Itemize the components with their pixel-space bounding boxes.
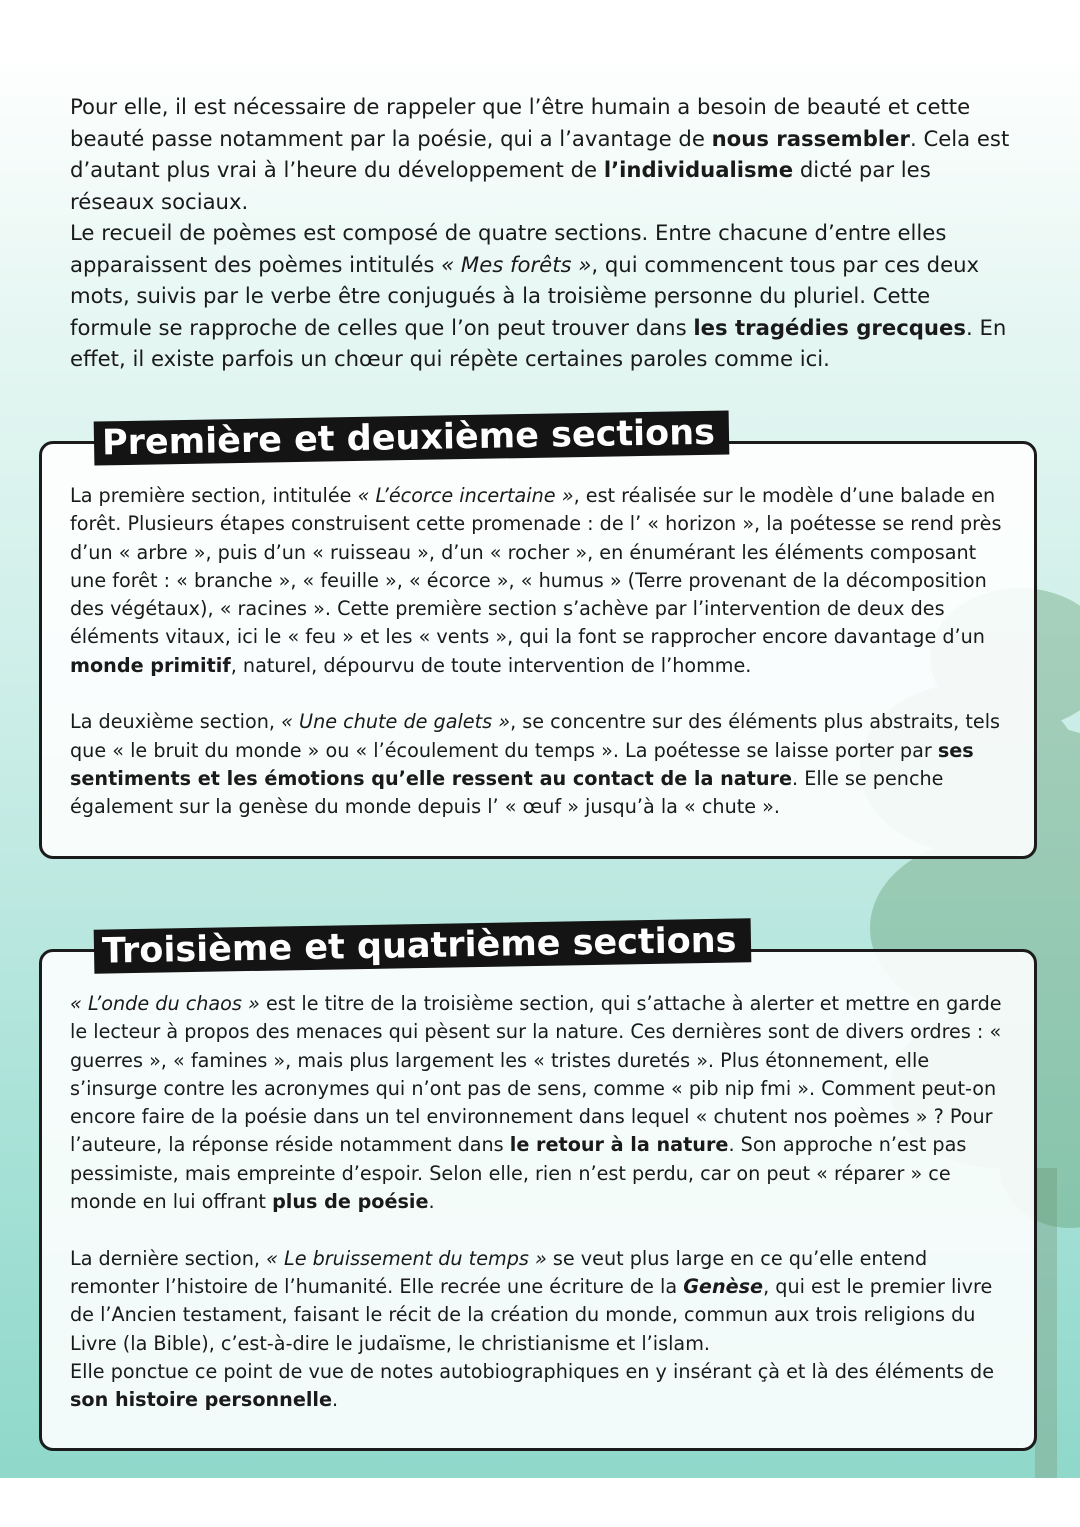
text-run: , qui est le premier livre de l’Ancien testament, faisant le récit de la création du monde, commun aux trois religions du Livre (la Bible), c’est-à-dire le judaïsme, le christianisme et l’islam. xyxy=(70,1274,993,1355)
text-run: La dernière section, xyxy=(70,1246,267,1270)
text-run: Elle ponctue ce point de vue de notes autobiographiques en y insérant çà et là des éléments de xyxy=(70,1359,995,1383)
intro-paragraph-2 xyxy=(70,217,1015,375)
text-run: son histoire personnelle xyxy=(70,1388,333,1412)
text-run: , est réalisée sur le modèle d’une balade en forêt. Plusieurs étapes construisent cette promenade : de l’ « horizon », la poétesse se rend près d’un « arbre », puis d’un « ruisseau », d’un « rocher », en énumérant les éléments composant une forêt : « branche », « feuille », « écorce », « humus » (Terre provenant de la décomposition des végétaux), « racines ». Cette première section s’achève par l’intervention de deux des éléments vitaux, ici le « feu » et les « vents », qui la font se rapprocher encore davantage d’un xyxy=(70,484,1002,649)
text-run: monde primitif xyxy=(70,653,231,677)
text-run: nous rassembler xyxy=(711,125,910,151)
section-body-1 xyxy=(70,482,1012,850)
text-run: . Son approche n’est pas pessimiste, mais empreinte d’espoir. Selon elle, rien n’est perdu, car on peut « réparer » ce monde en lui offrant xyxy=(70,1133,967,1214)
text-run: La première section, intitulée xyxy=(70,484,358,507)
section2-paragraph-3 xyxy=(70,1358,1012,1415)
section-title-2: Troisième et quatrième sections xyxy=(94,918,751,973)
text-run: Le recueil de poèmes est composé de quatre sections. Entre chacune d’entre elles apparaissent des poèmes intitulés xyxy=(70,220,947,277)
text-run: . xyxy=(332,1388,339,1412)
text-run: « L’écorce incertaine » xyxy=(357,484,574,507)
text-run: Genèse xyxy=(683,1274,764,1298)
intro-paragraph-1 xyxy=(70,91,1015,217)
text-run: « L’onde du chaos » xyxy=(70,992,260,1015)
section2-paragraph-2 xyxy=(70,1245,1012,1358)
text-run: l’individualisme xyxy=(603,157,794,182)
text-run: dicté par les réseaux sociaux. xyxy=(70,157,931,214)
text-run: . En effet, il existe parfois un chœur qui répète certaines paroles comme ici. xyxy=(70,314,1007,371)
text-run: « Une chute de galets » xyxy=(281,710,511,734)
text-run: , qui commencent tous par ces deux mots, suivis par le verbe être conjugués à la troisième personne du pluriel. Cette formule se rapproche de celles que l’on peut trouver dans xyxy=(70,251,980,340)
text-run: . Cela est d’autant plus vrai à l’heure du développement de xyxy=(70,125,1010,182)
text-run: est le titre de la troisième section, qui s’attache à alerter et mettre en garde le lecteur à propos des menaces qui pèsent sur la nature. Ces dernières sont de divers ordres : « guerres », « famines », mais plus largement les « tristes duretés ». Plus étonnement, elle s’insurge contre les acronymes qui n’ont pas de sens, comme « pib nip fmi ». Comment peut-on encore faire de la poésie dans un tel environnement dans lequel « chutent nos poèmes » ? Pour l’auteure, la réponse réside notamment dans xyxy=(70,992,1002,1157)
text-run: , naturel, dépourvu de toute intervention de l’homme. xyxy=(230,653,752,677)
section-box-1 xyxy=(39,412,1037,859)
text-run: Pour elle, il est nécessaire de rappeler que l’être humain a besoin de beauté et cette beauté passe notamment par la poésie, qui a l’avantage de xyxy=(70,94,971,151)
text-run: , se concentre sur des éléments plus abstraits, tels que « le bruit du monde » ou « l’écoulement du temps ». La poétesse se laisse porter par xyxy=(70,710,1001,762)
text-run: . xyxy=(428,1190,435,1214)
section-body-2 xyxy=(70,990,1012,1443)
text-run: . Elle se penche également sur la genèse du monde depuis l’ « œuf » jusqu’à la « chute ». xyxy=(70,766,944,819)
text-run: plus de poésie xyxy=(272,1190,429,1214)
text-run: le retour à la nature xyxy=(509,1133,729,1157)
text-run: La deuxième section, xyxy=(70,710,282,734)
text-run: « Mes forêts » xyxy=(441,251,592,277)
section1-paragraph-2 xyxy=(70,708,1012,821)
text-run: ses sentiments et les émotions qu’elle ressent au contact de la nature xyxy=(70,738,974,790)
document-page xyxy=(0,48,1080,1478)
section2-paragraph-1 xyxy=(70,990,1012,1216)
section-box-2 xyxy=(39,920,1037,1451)
text-run: « Le bruissement du temps » xyxy=(266,1246,547,1270)
text-run: se veut plus large en ce qu’elle entend remonter l’histoire de l’humanité. Elle recrée une écriture de la xyxy=(70,1246,928,1298)
text-run: les tragédies grecques xyxy=(693,314,966,340)
intro-text xyxy=(70,91,1015,375)
section1-paragraph-1 xyxy=(70,482,1012,680)
section-title-1: Première et deuxième sections xyxy=(94,410,730,465)
